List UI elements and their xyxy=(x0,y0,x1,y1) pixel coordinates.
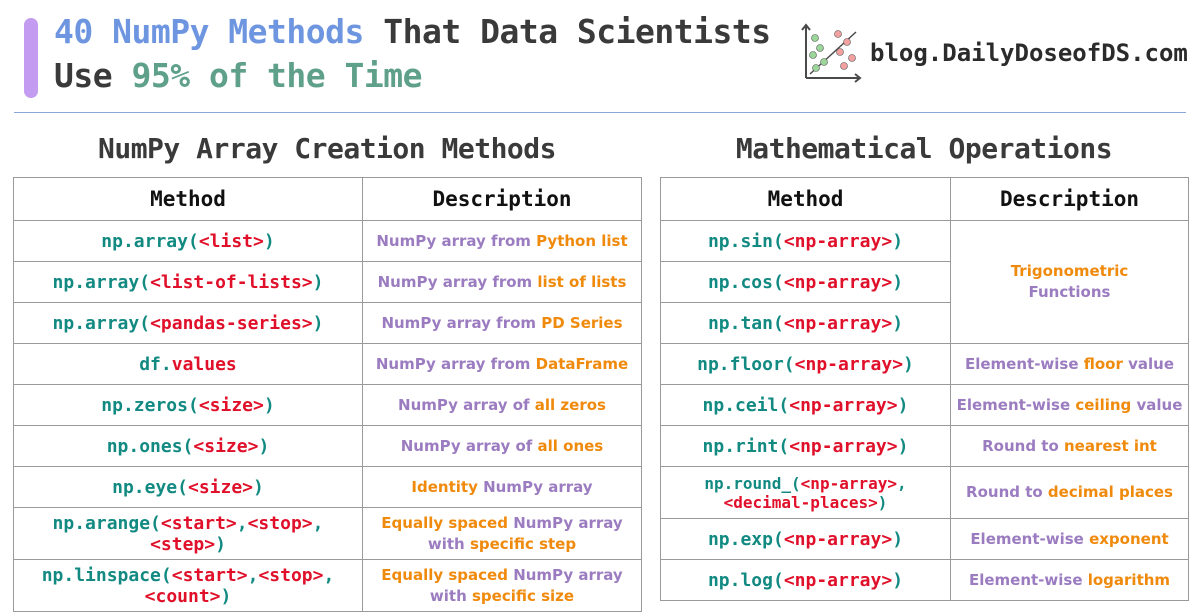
description-segment: with xyxy=(429,586,472,605)
method-segment: ) xyxy=(892,271,904,293)
description-cell xyxy=(951,344,1189,385)
method-segment: <np-array> xyxy=(783,312,893,334)
method-segment: ) xyxy=(892,312,904,334)
title-text-b: Use xyxy=(54,56,132,95)
description-segment: specific size xyxy=(472,586,575,605)
method-segment: <count> xyxy=(144,585,221,607)
description-segment: Element-wise xyxy=(968,570,1088,589)
description-segment: NumPy array from xyxy=(381,313,542,332)
description-segment: with xyxy=(427,534,470,553)
method-cell xyxy=(14,262,363,303)
description-segment: NumPy array of xyxy=(400,436,538,455)
method-segment: np.eye( xyxy=(112,476,188,498)
method-segment: np.linspace( xyxy=(41,564,172,586)
method-segment: ) xyxy=(892,230,904,252)
scatter-plot-icon xyxy=(800,22,862,84)
description-segment: NumPy array of xyxy=(398,395,535,414)
description-cell xyxy=(363,385,642,426)
method-segment: , xyxy=(897,473,907,493)
method-segment: , xyxy=(236,512,248,534)
description-segment: all zeros xyxy=(534,395,606,414)
method-cell xyxy=(661,519,951,560)
method-segment: <list> xyxy=(198,230,264,252)
description-segment: NumPy array xyxy=(483,477,593,496)
description-cell xyxy=(363,508,642,560)
method-segment: np.array( xyxy=(52,271,151,293)
description-segment: NumPy array xyxy=(513,565,623,584)
description-segment: value xyxy=(1131,395,1183,414)
method-cell xyxy=(14,426,363,467)
method-segment: ) xyxy=(877,492,888,512)
method-cell xyxy=(14,385,363,426)
method-segment: ) xyxy=(263,394,275,416)
method-segment: <np-array> xyxy=(789,435,898,457)
method-segment: np.round_( xyxy=(704,473,801,493)
method-segment: np.cos( xyxy=(707,271,784,293)
method-segment: np.rint( xyxy=(702,435,790,457)
description-cell xyxy=(951,385,1189,426)
method-segment: np.floor( xyxy=(697,353,795,375)
table-row xyxy=(661,344,1189,385)
method-segment: ) xyxy=(897,435,909,457)
column-header-method: Method xyxy=(661,178,951,221)
method-segment: <stop> xyxy=(247,512,313,534)
description-cell xyxy=(363,426,642,467)
method-segment: <size> xyxy=(198,394,264,416)
method-segment: np.array( xyxy=(52,312,151,334)
table-row xyxy=(661,426,1189,467)
description-segment: exponent xyxy=(1089,529,1169,548)
description-cell xyxy=(951,467,1189,519)
method-segment: <size> xyxy=(187,476,254,498)
method-segment: ) xyxy=(253,476,264,498)
description-segment: Python list xyxy=(536,231,628,250)
method-segment: ) xyxy=(892,569,904,591)
method-cell xyxy=(661,221,951,262)
method-segment: <start> xyxy=(171,564,248,586)
method-segment: <pandas-series> xyxy=(150,312,313,334)
table-row xyxy=(661,519,1189,560)
method-segment: ) xyxy=(312,312,324,334)
description-segment: Round to xyxy=(982,436,1064,455)
description-segment: Element-wise xyxy=(964,354,1084,373)
table-row xyxy=(14,467,642,508)
description-segment: nearest int xyxy=(1064,436,1157,455)
method-cell xyxy=(661,560,951,601)
method-segment: , xyxy=(312,512,324,534)
page-title xyxy=(54,10,771,98)
description-segment: Element-wise xyxy=(956,395,1076,414)
method-segment: ) xyxy=(258,435,270,457)
method-cell xyxy=(14,560,363,612)
title-line-1 xyxy=(54,10,771,54)
description-segment: floor xyxy=(1083,354,1123,373)
right-section-title: Mathematical Operations xyxy=(735,132,1113,165)
description-segment: DataFrame xyxy=(535,354,629,373)
title-highlight-percent: 95% of the Time xyxy=(131,56,422,95)
array-creation-table xyxy=(13,177,642,612)
method-segment: <size> xyxy=(193,435,259,457)
method-cell xyxy=(14,508,363,560)
title-line-2 xyxy=(54,54,771,98)
method-segment: np.arange( xyxy=(52,512,161,534)
table-row xyxy=(14,560,642,612)
method-segment: values xyxy=(171,353,237,375)
table-row xyxy=(14,303,642,344)
method-segment: ) xyxy=(903,353,914,375)
table-row xyxy=(14,262,642,303)
method-segment: , xyxy=(323,564,335,586)
table-row xyxy=(661,560,1189,601)
table-row xyxy=(14,344,642,385)
method-cell xyxy=(661,344,951,385)
method-segment: ) xyxy=(312,271,324,293)
description-segment: logarithm xyxy=(1087,570,1171,589)
column-header-description: Description xyxy=(951,178,1189,221)
math-operations-table xyxy=(660,177,1189,601)
description-segment: NumPy array xyxy=(513,513,623,532)
method-segment: <step> xyxy=(150,533,216,555)
method-segment: <np-array> xyxy=(800,473,897,493)
method-segment: np.sin( xyxy=(707,230,784,252)
accent-bar xyxy=(24,18,38,98)
method-segment: <np-array> xyxy=(783,230,893,252)
description-cell xyxy=(363,221,642,262)
description-segment: NumPy array from xyxy=(375,354,536,373)
description-segment: specific step xyxy=(469,534,577,553)
method-segment: np.log( xyxy=(707,569,784,591)
column-header-description: Description xyxy=(363,178,642,221)
title-highlight-count: 40 NumPy Methods xyxy=(54,12,364,51)
table-header-row xyxy=(661,178,1189,221)
description-segment: NumPy array from xyxy=(377,272,538,291)
method-cell xyxy=(661,385,951,426)
description-cell xyxy=(951,519,1189,560)
description-segment: ceiling xyxy=(1075,395,1132,414)
method-cell xyxy=(14,221,363,262)
method-segment: , xyxy=(247,564,259,586)
description-cell xyxy=(951,426,1189,467)
table-row xyxy=(661,467,1189,519)
table-row xyxy=(14,426,642,467)
method-segment: np.ones( xyxy=(106,435,194,457)
method-cell xyxy=(14,303,363,344)
description-segment: all ones xyxy=(537,436,604,455)
method-segment: <np-array> xyxy=(783,528,893,550)
description-cell xyxy=(363,344,642,385)
description-segment: Round to xyxy=(966,483,1048,501)
method-segment: <list-of-lists> xyxy=(150,271,313,293)
method-cell xyxy=(14,344,363,385)
table-row xyxy=(14,221,642,262)
description-segment: Equally spaced xyxy=(381,565,514,584)
method-segment: ) xyxy=(892,528,904,550)
table-row xyxy=(14,385,642,426)
method-segment: ) xyxy=(897,394,909,416)
brand xyxy=(800,22,1188,84)
method-segment: ) xyxy=(220,585,232,607)
method-segment: <np-array> xyxy=(789,394,898,416)
description-cell xyxy=(363,560,642,612)
description-segment: Identity xyxy=(411,477,484,496)
method-segment: <start> xyxy=(160,512,237,534)
description-segment: NumPy array from xyxy=(376,231,537,250)
method-cell xyxy=(661,303,951,344)
description-segment: Functions xyxy=(1028,283,1111,301)
left-section-title: NumPy Array Creation Methods xyxy=(97,132,556,165)
description-segment: Element-wise xyxy=(970,529,1090,548)
table-row xyxy=(661,385,1189,426)
description-cell xyxy=(363,303,642,344)
method-cell xyxy=(661,426,951,467)
method-cell xyxy=(661,262,951,303)
method-segment: <np-array> xyxy=(783,271,893,293)
table-row xyxy=(661,221,1189,262)
description-segment: list of lists xyxy=(537,272,627,291)
method-cell xyxy=(661,467,951,519)
description-cell xyxy=(951,221,1189,344)
description-cell xyxy=(951,560,1189,601)
description-cell xyxy=(363,467,642,508)
description-segment: PD Series xyxy=(541,313,623,332)
method-segment: np.ceil( xyxy=(702,394,790,416)
method-segment: <np-array> xyxy=(794,353,904,375)
method-segment: ) xyxy=(263,230,275,252)
description-cell xyxy=(363,262,642,303)
method-segment: <stop> xyxy=(258,564,324,586)
header-divider xyxy=(14,112,1186,113)
method-segment: np.exp( xyxy=(707,528,784,550)
method-segment: <np-array> xyxy=(783,569,893,591)
table-header-row xyxy=(14,178,642,221)
method-segment: np.tan( xyxy=(707,312,784,334)
table-row xyxy=(14,508,642,560)
brand-url[interactable]: blog.DailyDoseofDS.com xyxy=(870,39,1188,67)
title-text-a: That Data Scientists xyxy=(363,12,771,51)
method-segment: ) xyxy=(215,533,226,555)
description-segment: decimal places xyxy=(1047,483,1173,501)
method-segment: np.array( xyxy=(101,230,199,252)
description-segment: value xyxy=(1122,354,1175,373)
method-segment: <decimal-places> xyxy=(723,492,878,512)
description-segment: Equally spaced xyxy=(381,513,514,532)
method-cell xyxy=(14,467,363,508)
method-segment: df. xyxy=(139,353,172,375)
method-segment: np.zeros( xyxy=(101,394,199,416)
description-segment: Trigonometric xyxy=(1010,262,1129,280)
column-header-method: Method xyxy=(14,178,363,221)
